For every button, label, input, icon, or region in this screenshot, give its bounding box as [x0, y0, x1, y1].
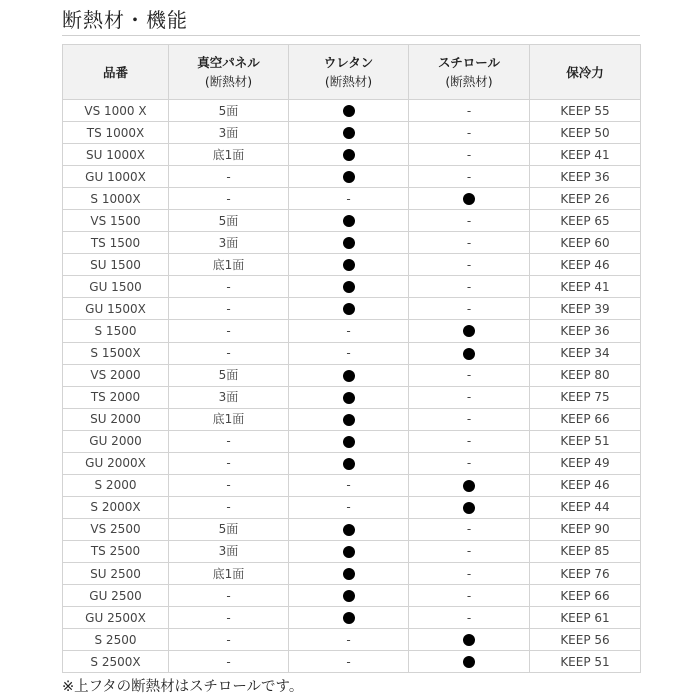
cooling-power-cell: KEEP 51 [530, 651, 641, 673]
styrol-cell: - [409, 585, 530, 607]
urethane-cell [289, 585, 409, 607]
urethane-cell [289, 232, 409, 254]
cooling-power-cell: KEEP 66 [530, 408, 641, 430]
vacuum-panel-cell: 3面 [169, 386, 289, 408]
cooling-power-cell: KEEP 34 [530, 342, 641, 364]
styrol-dot-icon [463, 480, 475, 492]
cooling-power-cell: KEEP 76 [530, 562, 641, 584]
vacuum-panel-cell: - [169, 320, 289, 342]
table-row [63, 232, 641, 254]
urethane-dot-icon [343, 171, 355, 183]
table-row [63, 607, 641, 629]
styrol-cell: - [409, 364, 530, 386]
cooling-power-cell: KEEP 36 [530, 320, 641, 342]
header-cooling-power: 保冷力 [530, 45, 641, 100]
table-row [63, 342, 641, 364]
urethane-cell: - [289, 651, 409, 673]
urethane-cell [289, 254, 409, 276]
model-cell: TS 1500 [63, 232, 169, 254]
table-row [63, 408, 641, 430]
urethane-dot-icon [343, 237, 355, 249]
styrol-cell [409, 320, 530, 342]
styrol-cell [409, 496, 530, 518]
styrol-cell: - [409, 100, 530, 122]
model-cell: GU 1500 [63, 276, 169, 298]
urethane-dot-icon [343, 436, 355, 448]
table-row [63, 188, 641, 210]
cooling-power-cell: KEEP 90 [530, 518, 641, 540]
vacuum-panel-cell: - [169, 585, 289, 607]
styrol-cell: - [409, 232, 530, 254]
model-cell: VS 2000 [63, 364, 169, 386]
urethane-cell [289, 166, 409, 188]
model-cell: VS 2500 [63, 518, 169, 540]
table-row [63, 100, 641, 122]
table-row [63, 585, 641, 607]
table-row [63, 166, 641, 188]
model-cell: GU 2500X [63, 607, 169, 629]
styrol-cell: - [409, 562, 530, 584]
urethane-cell [289, 408, 409, 430]
urethane-cell: - [289, 629, 409, 651]
table-row [63, 364, 641, 386]
urethane-cell [289, 430, 409, 452]
urethane-cell [289, 298, 409, 320]
urethane-cell [289, 100, 409, 122]
styrol-cell: - [409, 430, 530, 452]
cooling-power-cell: KEEP 46 [530, 254, 641, 276]
urethane-cell [289, 452, 409, 474]
model-cell: VS 1000 X [63, 100, 169, 122]
vacuum-panel-cell: - [169, 496, 289, 518]
styrol-cell: - [409, 452, 530, 474]
table-row [63, 562, 641, 584]
urethane-cell [289, 122, 409, 144]
vacuum-panel-cell: - [169, 651, 289, 673]
model-cell: VS 1500 [63, 210, 169, 232]
cooling-power-cell: KEEP 61 [530, 607, 641, 629]
model-cell: S 1000X [63, 188, 169, 210]
vacuum-panel-cell: - [169, 607, 289, 629]
vacuum-panel-cell: 3面 [169, 232, 289, 254]
cooling-power-cell: KEEP 75 [530, 386, 641, 408]
model-cell: TS 1000X [63, 122, 169, 144]
model-cell: SU 2000 [63, 408, 169, 430]
styrol-cell: - [409, 122, 530, 144]
urethane-cell [289, 364, 409, 386]
vacuum-panel-cell: 底1面 [169, 408, 289, 430]
urethane-dot-icon [343, 281, 355, 293]
styrol-dot-icon [463, 193, 475, 205]
vacuum-panel-cell: - [169, 276, 289, 298]
urethane-dot-icon [343, 414, 355, 426]
urethane-cell [289, 386, 409, 408]
title-divider [62, 35, 640, 36]
urethane-dot-icon [343, 524, 355, 536]
vacuum-panel-cell: 3面 [169, 540, 289, 562]
urethane-dot-icon [343, 612, 355, 624]
cooling-power-cell: KEEP 26 [530, 188, 641, 210]
model-cell: SU 2500 [63, 562, 169, 584]
styrol-cell: - [409, 144, 530, 166]
cooling-power-cell: KEEP 41 [530, 144, 641, 166]
urethane-cell: - [289, 342, 409, 364]
styrol-cell [409, 629, 530, 651]
model-cell: SU 1000X [63, 144, 169, 166]
urethane-dot-icon [343, 590, 355, 602]
table-header-row [63, 45, 641, 100]
styrol-cell [409, 651, 530, 673]
table-row [63, 518, 641, 540]
header-urethane: ウレタン (断熱材) [289, 45, 409, 100]
vacuum-panel-cell: 5面 [169, 518, 289, 540]
urethane-dot-icon [343, 546, 355, 558]
model-cell: TS 2000 [63, 386, 169, 408]
urethane-dot-icon [343, 215, 355, 227]
vacuum-panel-cell: 底1面 [169, 562, 289, 584]
table-row [63, 386, 641, 408]
urethane-cell: - [289, 188, 409, 210]
model-cell: S 2000 [63, 474, 169, 496]
cooling-power-cell: KEEP 49 [530, 452, 641, 474]
cooling-power-cell: KEEP 80 [530, 364, 641, 386]
model-cell: GU 2000 [63, 430, 169, 452]
header-vacuum-panel: 真空パネル (断熱材) [169, 45, 289, 100]
urethane-cell [289, 518, 409, 540]
urethane-dot-icon [343, 259, 355, 271]
model-cell: GU 2000X [63, 452, 169, 474]
urethane-cell: - [289, 320, 409, 342]
model-cell: S 2500 [63, 629, 169, 651]
vacuum-panel-cell: 3面 [169, 122, 289, 144]
styrol-cell: - [409, 518, 530, 540]
cooling-power-cell: KEEP 51 [530, 430, 641, 452]
urethane-dot-icon [343, 105, 355, 117]
table-row [63, 254, 641, 276]
urethane-cell [289, 607, 409, 629]
vacuum-panel-cell: 底1面 [169, 144, 289, 166]
vacuum-panel-cell: 5面 [169, 210, 289, 232]
model-cell: S 2000X [63, 496, 169, 518]
urethane-cell [289, 144, 409, 166]
insulation-spec-table [62, 44, 641, 673]
model-cell: GU 1000X [63, 166, 169, 188]
header-model: 品番 [63, 45, 169, 100]
vacuum-panel-cell: - [169, 452, 289, 474]
table-row [63, 540, 641, 562]
vacuum-panel-cell: - [169, 166, 289, 188]
styrol-cell [409, 188, 530, 210]
cooling-power-cell: KEEP 56 [530, 629, 641, 651]
styrol-cell: - [409, 210, 530, 232]
urethane-dot-icon [343, 568, 355, 580]
table-row [63, 496, 641, 518]
vacuum-panel-cell: - [169, 629, 289, 651]
table-row [63, 210, 641, 232]
urethane-cell [289, 540, 409, 562]
cooling-power-cell: KEEP 44 [530, 496, 641, 518]
urethane-dot-icon [343, 392, 355, 404]
urethane-cell [289, 276, 409, 298]
vacuum-panel-cell: - [169, 298, 289, 320]
model-cell: S 2500X [63, 651, 169, 673]
styrol-cell [409, 474, 530, 496]
model-cell: GU 1500X [63, 298, 169, 320]
urethane-dot-icon [343, 458, 355, 470]
urethane-cell: - [289, 496, 409, 518]
section-title: 断熱材・機能 [62, 8, 188, 32]
styrol-cell: - [409, 276, 530, 298]
header-styrol: スチロール (断熱材) [409, 45, 530, 100]
urethane-dot-icon [343, 303, 355, 315]
cooling-power-cell: KEEP 65 [530, 210, 641, 232]
styrol-dot-icon [463, 325, 475, 337]
styrol-cell: - [409, 607, 530, 629]
cooling-power-cell: KEEP 46 [530, 474, 641, 496]
table-row [63, 474, 641, 496]
cooling-power-cell: KEEP 41 [530, 276, 641, 298]
styrol-cell: - [409, 254, 530, 276]
footnote: ※上フタの断熱材はスチロールです。 [62, 679, 304, 695]
styrol-cell: - [409, 166, 530, 188]
styrol-dot-icon [463, 634, 475, 646]
styrol-cell: - [409, 386, 530, 408]
model-cell: S 1500 [63, 320, 169, 342]
model-cell: GU 2500 [63, 585, 169, 607]
vacuum-panel-cell: - [169, 188, 289, 210]
vacuum-panel-cell: 底1面 [169, 254, 289, 276]
table-row [63, 276, 641, 298]
styrol-cell [409, 342, 530, 364]
cooling-power-cell: KEEP 66 [530, 585, 641, 607]
urethane-dot-icon [343, 127, 355, 139]
model-cell: S 1500X [63, 342, 169, 364]
table-row [63, 122, 641, 144]
styrol-cell: - [409, 408, 530, 430]
cooling-power-cell: KEEP 85 [530, 540, 641, 562]
styrol-dot-icon [463, 502, 475, 514]
table-row [63, 298, 641, 320]
vacuum-panel-cell: - [169, 342, 289, 364]
urethane-cell [289, 210, 409, 232]
table-row [63, 430, 641, 452]
table-row [63, 629, 641, 651]
cooling-power-cell: KEEP 36 [530, 166, 641, 188]
table-row [63, 144, 641, 166]
urethane-cell: - [289, 474, 409, 496]
vacuum-panel-cell: - [169, 474, 289, 496]
vacuum-panel-cell: 5面 [169, 100, 289, 122]
cooling-power-cell: KEEP 50 [530, 122, 641, 144]
table-row [63, 452, 641, 474]
urethane-dot-icon [343, 370, 355, 382]
styrol-dot-icon [463, 348, 475, 360]
vacuum-panel-cell: - [169, 430, 289, 452]
urethane-cell [289, 562, 409, 584]
model-cell: TS 2500 [63, 540, 169, 562]
cooling-power-cell: KEEP 39 [530, 298, 641, 320]
table-row [63, 320, 641, 342]
styrol-dot-icon [463, 656, 475, 668]
cooling-power-cell: KEEP 60 [530, 232, 641, 254]
table-row [63, 651, 641, 673]
cooling-power-cell: KEEP 55 [530, 100, 641, 122]
model-cell: SU 1500 [63, 254, 169, 276]
vacuum-panel-cell: 5面 [169, 364, 289, 386]
urethane-dot-icon [343, 149, 355, 161]
styrol-cell: - [409, 298, 530, 320]
styrol-cell: - [409, 540, 530, 562]
